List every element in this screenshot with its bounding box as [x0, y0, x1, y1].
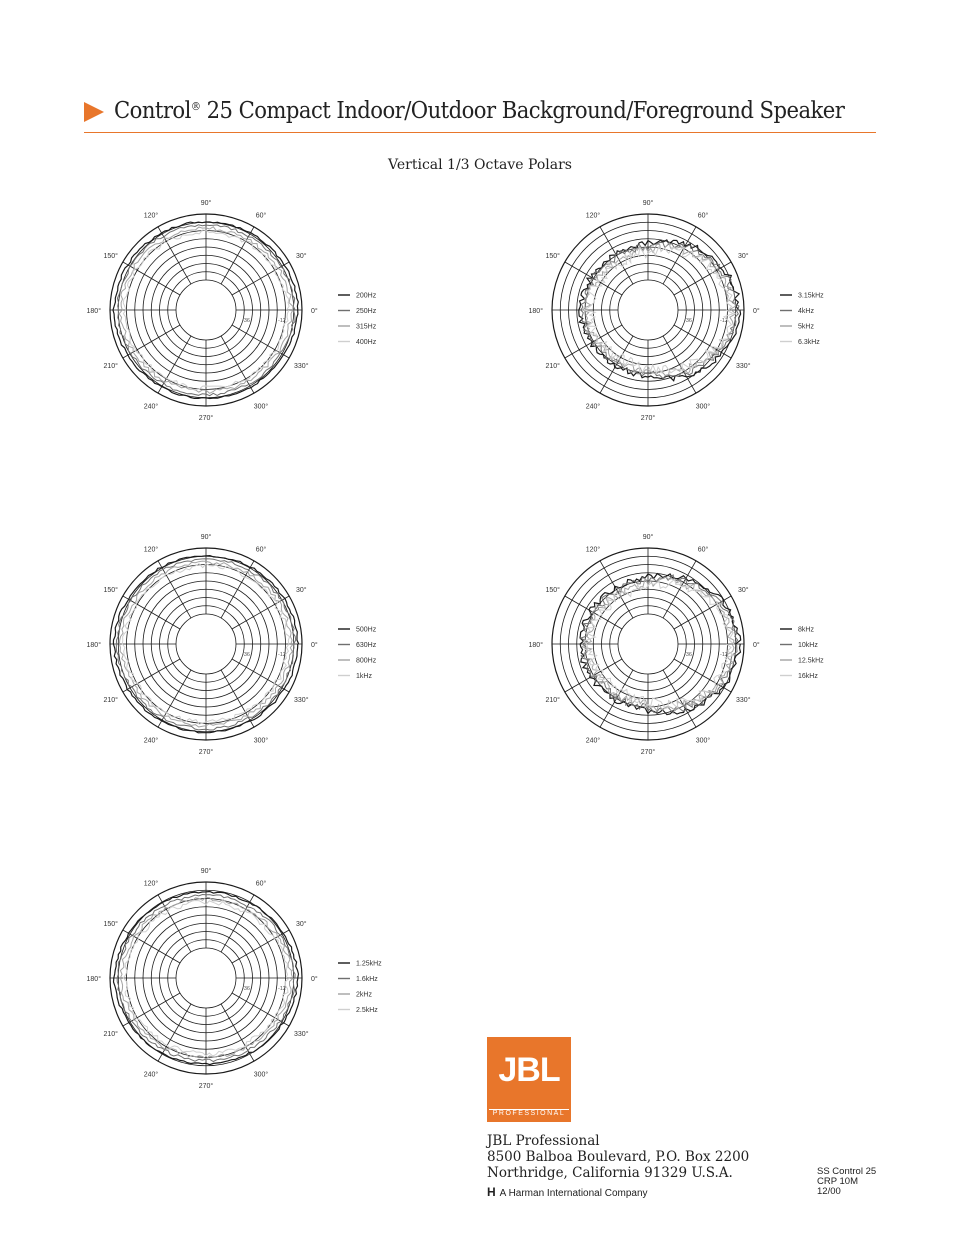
angle-label: 180°: [528, 308, 543, 315]
angle-label: 270°: [198, 1083, 214, 1090]
legend-label: 4kHz: [798, 308, 814, 315]
legend-label: 1.6kHz: [356, 976, 378, 983]
harman-text: A Harman International Company: [499, 1188, 648, 1199]
angle-label: 300°: [695, 403, 711, 411]
legend-label: 6.3kHz: [798, 339, 820, 346]
polar-chart-1: [87, 199, 377, 422]
angle-label: 330°: [736, 363, 751, 370]
legend-label: 1kHz: [356, 673, 372, 680]
angle-label: 210°: [103, 1031, 118, 1038]
angle-label: 330°: [294, 1031, 309, 1038]
grid-ring: [168, 272, 245, 349]
angle-label: 60°: [697, 212, 709, 220]
legend-label: 2.5kHz: [356, 1007, 378, 1014]
legend-label: 2kHz: [356, 991, 372, 999]
angle-label: 210°: [545, 697, 560, 704]
angle-label: 90°: [200, 868, 212, 875]
doc-code-line-1: SS Control 25: [817, 1166, 877, 1177]
page-title: Control® 25 Compact Indoor/Outdoor Background/Foreground Speaker: [114, 98, 845, 124]
legend-label: 8kHz: [798, 626, 814, 634]
grid-ring: [176, 614, 236, 674]
angle-label: 120°: [143, 880, 159, 888]
angle-label: 0°: [311, 976, 318, 983]
grid-ring: [176, 280, 236, 340]
angle-label: 120°: [585, 546, 601, 554]
legend-label: 800Hz: [356, 657, 377, 665]
legend-label: 500Hz: [356, 626, 377, 634]
radial-label: -36: [684, 652, 692, 658]
radial-label: -12: [278, 318, 286, 324]
angle-label: 0°: [311, 642, 318, 649]
polar-chart-3: [87, 533, 377, 756]
angle-label: 270°: [198, 749, 214, 756]
angle-label: 30°: [737, 587, 749, 594]
address-line-2: Northridge, California 91329 U.S.A.: [487, 1165, 733, 1181]
angle-label: 60°: [255, 212, 267, 220]
polar-chart-4: [529, 533, 825, 756]
grid-ring: [168, 606, 245, 683]
angle-label: 330°: [736, 697, 751, 704]
angle-label: 150°: [103, 253, 118, 260]
legend-label: 3.15kHz: [798, 292, 824, 300]
doc-code-line-3: 12/00: [817, 1186, 841, 1197]
legend-label: 16kHz: [798, 673, 818, 680]
angle-label: 150°: [545, 587, 560, 594]
angle-label: 300°: [253, 737, 269, 745]
angle-label: 120°: [585, 212, 601, 220]
radial-label: -36: [242, 986, 250, 992]
angle-label: 30°: [295, 253, 307, 260]
angle-label: 30°: [737, 253, 749, 260]
grid-ring: [618, 280, 678, 340]
logo-wordmark: JBL: [498, 1051, 560, 1089]
legend-label: 12.5kHz: [798, 657, 824, 665]
radial-label: -36: [242, 318, 250, 324]
angle-label: 210°: [545, 363, 560, 370]
radial-label: -12: [278, 986, 286, 992]
angle-label: 240°: [585, 403, 601, 411]
radial-label: -12: [720, 318, 728, 324]
grid-ring: [176, 948, 236, 1008]
angle-label: 30°: [295, 587, 307, 594]
angle-label: 240°: [143, 737, 159, 745]
legend-label: 250Hz: [356, 308, 377, 315]
angle-label: 300°: [695, 737, 711, 745]
angle-label: 270°: [640, 749, 656, 756]
doc-code-line-2: CRP 10M: [817, 1176, 859, 1187]
legend-label: 630Hz: [356, 642, 377, 649]
polar-chart-5: [87, 867, 383, 1090]
angle-label: 0°: [753, 642, 760, 649]
legend-label: 315Hz: [356, 323, 377, 331]
radial-label: -36: [242, 652, 250, 658]
angle-label: 210°: [103, 363, 118, 370]
angle-label: 240°: [143, 403, 159, 411]
angle-label: 330°: [294, 363, 309, 370]
angle-label: 210°: [103, 697, 118, 704]
angle-label: 240°: [585, 737, 601, 745]
angle-label: 90°: [200, 534, 212, 541]
legend-label: 200Hz: [356, 292, 377, 300]
legend-label: 10kHz: [798, 642, 818, 649]
radial-label: -12: [720, 652, 728, 658]
grid-ring: [610, 272, 687, 349]
angle-label: 300°: [253, 403, 269, 411]
angle-label: 150°: [103, 587, 118, 594]
angle-label: 60°: [697, 546, 709, 554]
angle-label: 150°: [545, 253, 560, 260]
logo-subtitle: PROFESSIONAL: [492, 1110, 566, 1117]
angle-label: 120°: [143, 546, 159, 554]
angle-label: 0°: [753, 308, 760, 315]
legend-label: 1.25kHz: [356, 960, 382, 968]
company-address: [487, 1133, 749, 1181]
jbl-logo: [487, 1037, 571, 1122]
angle-label: 180°: [86, 642, 101, 649]
grid-ring: [618, 614, 678, 674]
radial-label: -36: [684, 318, 692, 324]
harman-logo-icon: H: [487, 1185, 496, 1199]
angle-label: 90°: [642, 534, 654, 541]
angle-label: 180°: [86, 308, 101, 315]
address-line-1: 8500 Balboa Boulevard, P.O. Box 2200: [487, 1149, 750, 1165]
section-subtitle: Vertical 1/3 Octave Polars: [388, 157, 572, 173]
angle-label: 180°: [528, 642, 543, 649]
angle-label: 270°: [640, 415, 656, 422]
radial-label: -12: [278, 652, 286, 658]
document-code: [817, 1167, 876, 1197]
angle-label: 90°: [200, 200, 212, 207]
angle-label: 120°: [143, 212, 159, 220]
legend-label: 5kHz: [798, 323, 814, 331]
angle-label: 180°: [86, 976, 101, 983]
angle-label: 30°: [295, 921, 307, 928]
legend-label: 400Hz: [356, 339, 377, 346]
polar-chart-2: [529, 199, 825, 422]
grid-ring: [168, 940, 245, 1017]
company-name: JBL Professional: [487, 1133, 600, 1149]
angle-label: 60°: [255, 546, 267, 554]
angle-label: 90°: [642, 200, 654, 207]
angle-label: 0°: [311, 308, 318, 315]
angle-label: 60°: [255, 880, 267, 888]
angle-label: 270°: [198, 415, 214, 422]
angle-label: 300°: [253, 1071, 269, 1079]
grid-ring: [610, 606, 687, 683]
harman-credit: [487, 1185, 648, 1199]
angle-label: 240°: [143, 1071, 159, 1079]
angle-label: 330°: [294, 697, 309, 704]
angle-label: 150°: [103, 921, 118, 928]
